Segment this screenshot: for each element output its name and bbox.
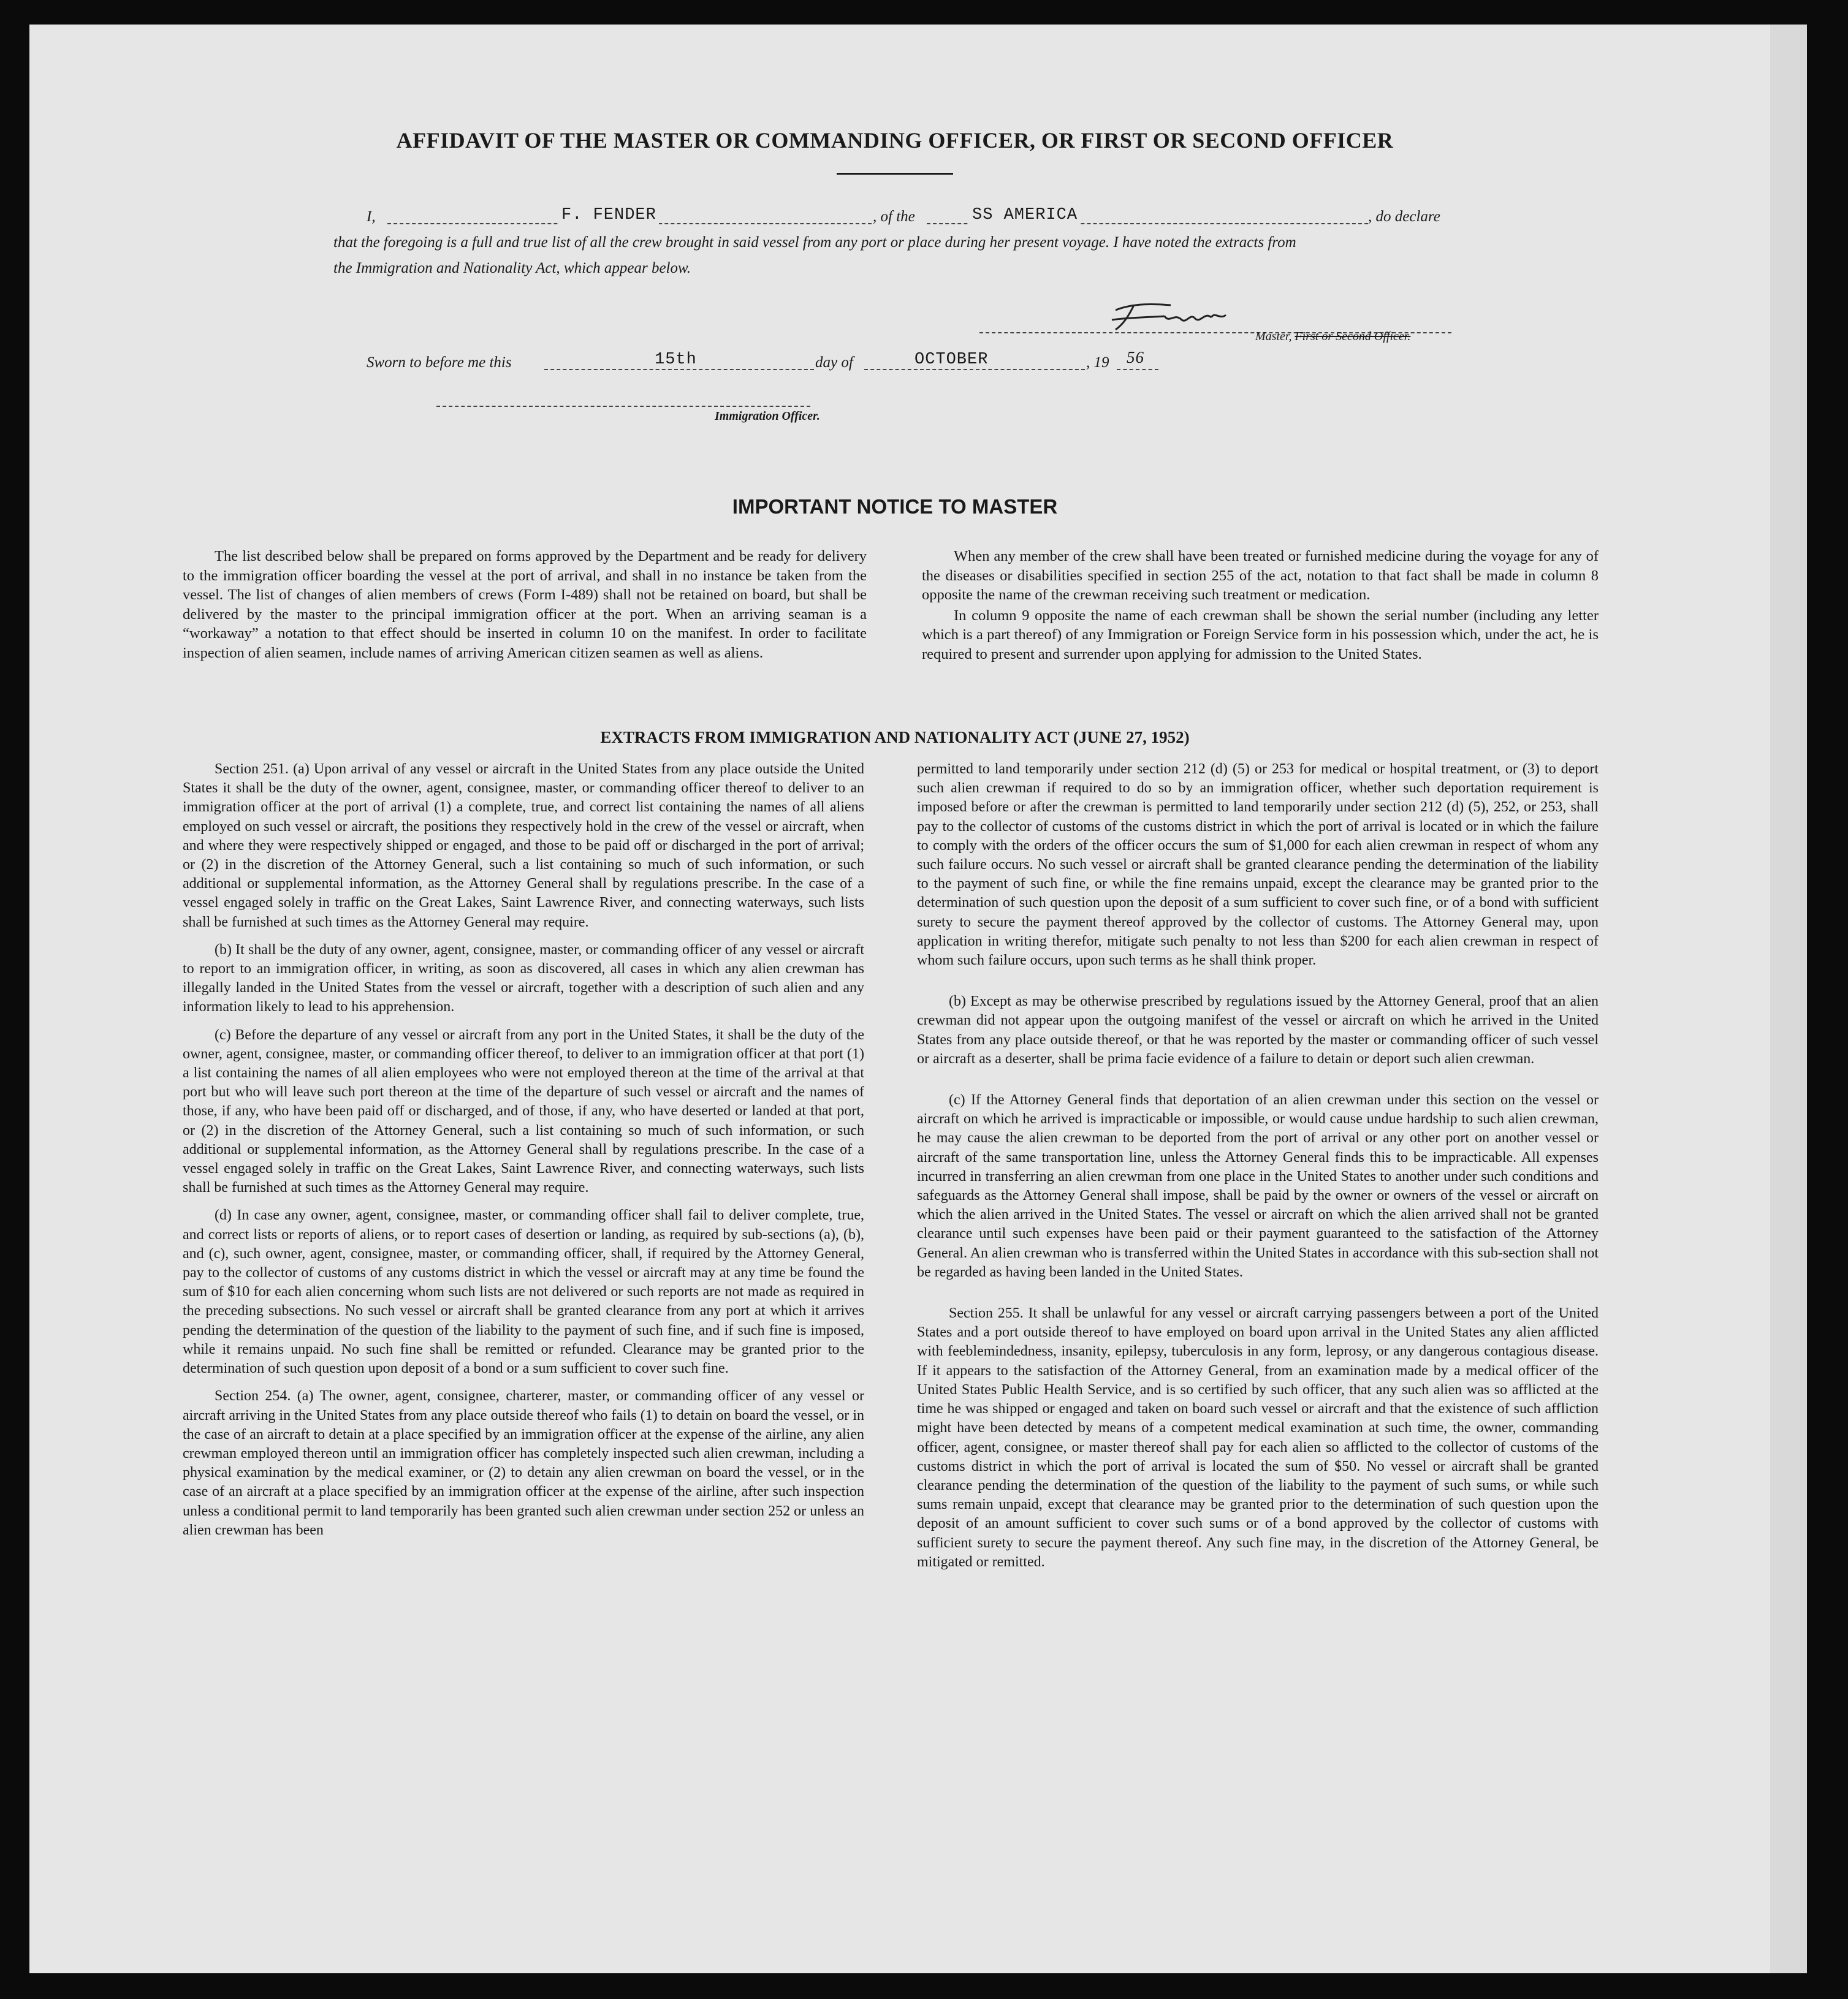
section-251c: (c) Before the departure of any vessel or aircraft from any port in the United States, it shall be the duty of the owner, agent, consignee, master, or commanding officer thereof, to deliver to an immigration officer at that port (1) a list containing the names of all alien employees who were not employed thereon at the time of the arrival at that port but who will leave such port thereon at the time of the departure of such vessel or aircraft and the names of those, if any, who have been paid off or discharged, and of those, if any, who have deserted or landed at that port, or (2) in the discretion of the Attorney General, such a list containing so much of such information, or such additional or supplemental information, as the Attorney General shall by regulations prescribe. In the case of a vessel engaged solely in traffic on the Great Lakes, Saint Lawrence River, and connecting waterways, such lists shall be furnished at such times as the Attorney General may require. (183, 1026, 864, 1196)
officer-signature-line (436, 392, 810, 407)
do-declare-label: , do declare (1368, 208, 1440, 225)
section-254a: Section 254. (a) The owner, agent, consignee, charterer, master, or commanding officer of any vessel or aircraft arriving in the United States from any place outside thereof who fails (1) to detain on board the vessel, or in the case of an aircraft to detain at a place specified by an immigration officer at the expense of the airline, any alien crewman employed thereon until an immigration officer has completely inspected such alien crewman, including a physical examination by the medical examiner, or (2) to detain any alien crewman on board the vessel, or in the case of an aircraft at a place specified by an immigration officer at the expense of the airline, after such inspection unless a conditional permit to land temporarily has been granted such alien crewman under section 252 or unless an alien crewman has been (183, 1388, 864, 1538)
notice-right-paragraph-2: In column 9 opposite the name of each crewman shall be shown the serial number (including any letter which is a part thereof) of any Immigration or Foreign Service form in his possession which, under the act, he is required to present and surrender upon applying for admission to the United States. (922, 607, 1599, 662)
section-254b: (b) Except as may be otherwise prescribed by regulations issued by the Attorney General, proof that an alien crewman did not appear upon the outgoing manifest of the vessel or aircraft on which he arrived in the United States from any place outside thereof, or that he was reported by the master or commanding officer of such vessel or aircraft as a deserter, shall be prima facie evidence of a failure to detain or deport such alien crewman. (917, 993, 1599, 1067)
of-the-label: , of the (873, 208, 915, 225)
notice-title: IMPORTANT NOTICE TO MASTER (732, 495, 1058, 518)
section-251d: (d) In case any owner, agent, consignee, master, or commanding officer shall fail to deliver complete, true, and correct lists or reports of aliens, or to report cases of desertion or landing, as required by sub-sections (a), (b), and (c), such owner, agent, consignee, master, or commanding officer, shall, if required by the Attorney General, pay to the collector of customs of any customs district in which the vessel or aircraft may at any time be found the sum of $10 for each alien concerning whom such lists are not delivered or such reports are not made as required in the preceding subsections. No such vessel or aircraft shall be granted clearance from any port at which it arrives pending the determination of the question of the liability to the payment of such fine, and if such fine is imposed, while it remains unpaid. No such fine shall be remitted or refunded. Clearance may be granted prior to the determination of such question upon deposit of a bond or a sum sufficient to cover such fine. (183, 1207, 864, 1377)
vessel-name: SS AMERICA (970, 206, 1080, 224)
notice-right-paragraph-1: When any member of the crew shall have been treated or furnished medicine during the voyage for any of the diseases or disabilities specified in section 255 of the act, notation to that fact shall be made in column 8 opposite the name of the crewman receiving such treatment or medication. (922, 548, 1599, 603)
year-prefix: , 19 (1086, 354, 1109, 371)
master-title-label (1255, 330, 1410, 344)
section-255: Section 255. It shall be unlawful for any vessel or aircraft carrying passengers between a port of the United States and a port outside thereof to have employed on board upon arrival in the United States any alien afflicted with feeblemindedness, insanity, epilepsy, tuberculosis in any form, leprosy, or any dangerous contagious disease. If it appears to the satisfaction of the Attorney General, from an examination made by a medical officer of the United States Public Health Service, and is so certified by such officer, that any such alien was so afflicted at the time he was shipped or engaged and taken on board such vessel or aircraft and that the existence of such affliction might have been detected by means of a competent medical examination at such time, the owner, commanding officer, agent, consignee, or master thereof shall pay for each alien so afflicted to the collector of customs of the customs district in which the port of arrival is located the sum of $50. No vessel or aircraft shall be granted clearance pending the determination of the question of the liability to the payment of such sums, or while such sums remain unpaid, except that clearance may be granted prior to the determination of such question upon the deposit of an amount sufficient to cover such sums or of a bond approved by the collector of customs with sufficient surety to secure the payment thereof. Any such fine may, in the discretion of the Attorney General, be mitigated or remitted. (917, 1305, 1599, 1570)
scan-margin (1770, 25, 1807, 1973)
sworn-day: 15th (652, 351, 699, 369)
notice-right-column (922, 547, 1599, 672)
notice-left-column (183, 547, 867, 671)
day-of-label: day of (815, 354, 853, 371)
section-254a-continued: permitted to land temporarily under section 212 (d) (5) or 253 for medical or hospital treatment, or (3) to deport such alien crewman if required to do so by an immigration officer, whether such deportation requirement is imposed before or after the crewman is permitted to land temporarily under section 212 (d) (5), 252, or 253, shall pay to the collector of customs of the customs district in which the port of arrival is located or in which the failure to comply with the orders of the officer occurs the sum of $1,000 for each alien crewman in respect of whom any such failure occurs. No such vessel or aircraft shall be granted clearance pending the determination of the liability to the payment of such fine, or while the fine remains unpaid, except the clearance may be granted prior to the determination of such question upon the deposit of a sum sufficient to cover such fine, or of a bond with sufficient surety to secure the payment thereof approved by the collector of customs. The Attorney General may, upon application in writing therefor, mitigate such penalty to not less than $200 for each alien crewman in respect of whom such failure occurs, upon such terms as he shall think proper. (917, 761, 1599, 969)
declaration-line-2: that the foregoing is a full and true list of all the crew brought in said vessel from any port or place during her present voyage. I have noted the extracts from (333, 234, 1296, 251)
master-name: F. FENDER (559, 206, 659, 224)
title-rule (837, 173, 953, 175)
i-label: I, (367, 208, 376, 225)
sworn-year: 56 (1127, 348, 1144, 366)
affidavit-title: AFFIDAVIT OF THE MASTER OR COMMANDING OFFICER, OR FIRST OR SECOND OFFICER (396, 128, 1394, 153)
extracts-right-column (917, 760, 1599, 1580)
extracts-title: EXTRACTS FROM IMMIGRATION AND NATIONALITY ACT (JUNE 27, 1952) (600, 728, 1190, 746)
sworn-label: Sworn to before me this (367, 354, 512, 371)
officer-label: Immigration Officer. (715, 409, 820, 423)
sworn-month: OCTOBER (912, 351, 991, 369)
master-label: Master, (1255, 330, 1292, 343)
section-254c: (c) If the Attorney General finds that deportation of an alien crewman under this section on the vessel or aircraft on which he arrived is impracticable or impossible, or would cause undue hardship to such alien crewman, he may cause the alien crewman to be deported from the port of arrival or any other port on another vessel or aircraft of the same transportation line, unless the Attorney General finds this to be impracticable. All expenses incurred in transferring an alien crewman from one place in the United States to another under such conditions and safeguards as the Attorney General shall impose, shall be paid by the owner or owners of the vessel or aircraft on which the alien arrived in the United States. The vessel or aircraft on which the alien arrived shall not be granted clearance until such expenses have been paid or their payment guaranteed to the satisfaction of the Attorney General. An alien crewman who is transferred within the United States in accordance with this sub-section shall not be regarded as having been landed in the United States. (917, 1092, 1599, 1280)
extracts-left-column (183, 760, 864, 1549)
declaration-line-3: the Immigration and Nationality Act, which appear below. (333, 260, 691, 276)
section-251b: (b) It shall be the duty of any owner, agent, consignee, master, or commanding officer of any vessel or aircraft to report to an immigration officer, in writing, as soon as discovered, all cases in which any alien crewman has illegally landed in the United States from the vessel or aircraft, together with a description of such alien and any information likely to lead to his apprehension. (183, 941, 864, 1015)
struck-officer-label: First or Second Officer. (1295, 330, 1411, 343)
section-251a: Section 251. (a) Upon arrival of any vessel or aircraft in the United States from any place outside the United States it shall be the duty of the owner, agent, consignee, master, or commanding officer thereof to deliver to an immigration officer at the port of arrival (1) a complete, true, and correct list containing the names of all aliens employed on such vessel or aircraft, the positions they respectively hold in the crew of the vessel or aircraft, when and where they were respectively shipped or engaged, and those to be paid off or discharged in the port of arrival; or (2) in the discretion of the Attorney General, such a list containing so much of such information, or such additional or supplemental information, as the Attorney General shall by regulations prescribe. In the case of a vessel engaged solely in traffic on the Great Lakes, Saint Lawrence River, and connecting waterways, such lists shall be furnished at such times as the Attorney General may require. (183, 761, 864, 930)
notice-left-paragraph: The list described below shall be prepared on forms approved by the Department and be ready for delivery to the immigration officer boarding the vessel at the port of arrival, and shall in no instance be taken from the vessel. The list of changes of alien members of crews (Form I-489) shall not be retained on board, but shall be delivered by the master to the principal immigration officer at the port. When an arriving seaman is a “workaway” a notation to that effect should be inserted in column 10 on the manifest. In order to facilitate inspection of alien seamen, include names of arriving American citizen seamen as well as aliens. (183, 548, 867, 661)
